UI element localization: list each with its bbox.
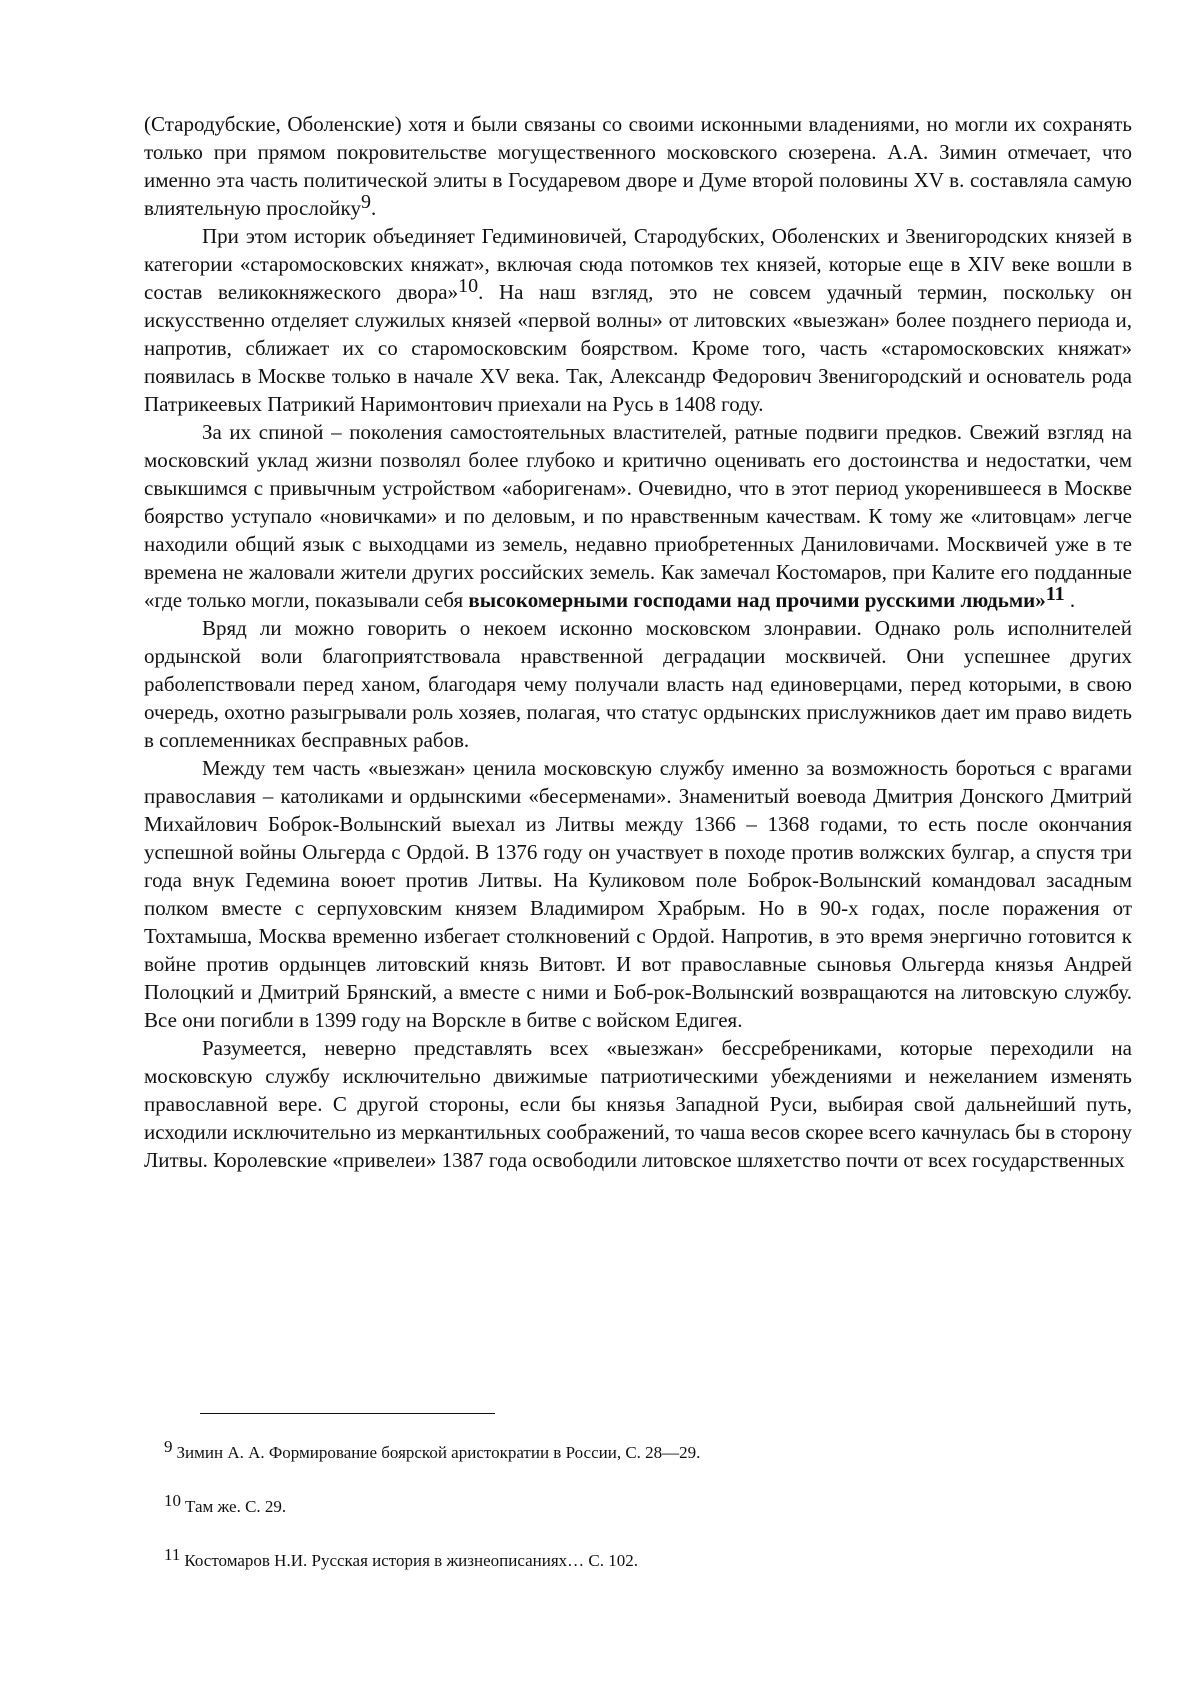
footnote-ref-11[interactable]: 11 [1045, 583, 1065, 605]
paragraph-4: Вряд ли можно говорить о некоем исконно московском злонравии. Однако роль исполнителей ордынской воли благоприятствовала нравственной деградации москвичей. Они успешнее других раболепствовали перед ханом, благодаря чему получали власть над единоверцами, перед которыми, в свою очередь, охотно разыгрывали роль хозяев, полагая, что статус ордынских прислужников дает им право видеть в соплеменниках бесправных рабов. [144, 616, 1132, 752]
paragraph-1-text: (Стародубские, Оболенские) хотя и были связаны со своими исконными владениями, но могли их сохранять только при прямом покровительстве могущественного московского сюзерена. А.А. Зимин отмечает, что именно эта часть политической элиты в Государевом дворе и Думе второй половины XV в. составляла самую влиятельную прослойку [144, 112, 1132, 220]
paragraph-5: Между тем часть «выезжан» ценила московскую службу именно за возможность бороться с врагами православия – католиками и ордынскими «бесерменами». Знаменитый воевода Дмитрия Донского Дмитрий Михайлович Боброк-Волынский выехал из Литвы между 1366 – 1368 годами, то есть после окончания успешной войны Ольгерда с Ордой. В 1376 году он участвует в походе против волжских булгар, а спустя три года внук Гедемина воюет против Литвы. На Куликовом поле Боброк-Волынский командовал засадным полком вместе с серпуховским князем Владимиром Храбрым. Но в 90-х годах, после поражения от Тохтамыша, Москва временно избегает столкновений с Ордой. Напротив, в это время энергично готовится к войне против ордынцев литовский князь Витовт. И вот православные сыновья Ольгерда князья Андрей Полоцкий и Дмитрий Брянский, а вместе с ними и Боб-рок-Волынский возвращаются на литовскую службу. Все они погибли в 1399 году на Ворскле в битве с войском Едигея. [144, 756, 1132, 1032]
footnote-10 [164, 1490, 286, 1518]
footnote-ref-10[interactable]: 10 [458, 275, 479, 297]
footnote-text: Там же. С. 29. [185, 1497, 287, 1516]
paragraph-3-text: За их спиной – поколения самостоятельных властителей, ратные подвиги предков. Свежий взгляд на московский уклад жизни позволял более глубоко и критично оценивать его достоинства и недостатки, чем свыкшимся с привычным устройством «аборигенам». Очевидно, что в этот период укоренившееся в Москве боярство уступало «новичками» и по деловым, и по нравственным качествам. К тому же «литовцам» легче находили общий язык с выходцами из земель, недавно приобретенных Даниловичами. Москвичей уже в те времена не жаловали жители других российских земель. Как замечал Костомаров, при Калите его подданные «где только могли, показывали себя [144, 420, 1132, 612]
footnote-number: 11 [164, 1545, 181, 1564]
footnote-11 [164, 1544, 638, 1572]
paragraph-3-bold-quote: высокомерными господами над прочими русскими людьми» [468, 588, 1046, 612]
paragraph-2-text-b: . На наш взгляд, это не совсем удачный термин, поскольку он искусственно отделяет служилых князей «первой волны» от литовских «выезжан» более позднего периода и, напротив, сближает их со старомосковским боярством. Кроме того, часть «старомосковских княжат» появилась в Москве только в начале XV века. Так, Александр Федорович Звенигородский и основатель рода Патрикеевых Патрикий Наримонтович приехали на Русь в 1408 году. [144, 280, 1132, 416]
paragraph-3 [144, 418, 1132, 614]
footnote-text: Зимин А. А. Формирование боярской аристократии в России, С. 28—29. [176, 1443, 701, 1462]
paragraph-1-end: . [370, 196, 377, 220]
footnote-separator [200, 1413, 495, 1414]
footnote-number: 10 [164, 1491, 181, 1510]
paragraph-2-text-a: При этом историк объединяет Гедиминовичей, Стародубских, Оболенских и Звенигородских князей в категории «старомосковских княжат», включая сюда потомков тех князей, которые еще в XIV веке вошли в состав великокняжеского двора» [144, 224, 1132, 304]
footnote-text: Костомаров Н.И. Русская история в жизнеописаниях… С. 102. [184, 1551, 638, 1570]
paragraph-6: Разумеется, неверно представлять всех «выезжан» бессребрениками, которые переходили на московскую службу исключительно движимые патриотическими убеждениями и нежеланием изменять православной вере. С другой стороны, если бы князья Западной Руси, выбирая свой дальнейший путь, исходили исключительно из меркантильных соображений, то чаша весов скорее всего качнулась бы в сторону Литвы. Королевские «привелеи» 1387 года освободили литовское шляхетство почти от всех государственных [144, 1036, 1132, 1172]
body-text [144, 110, 1132, 1174]
paragraph-3-end: . [1064, 588, 1076, 612]
footnote-ref-9[interactable]: 9 [360, 191, 371, 213]
footnote-number: 9 [164, 1437, 173, 1456]
paragraph-2 [144, 222, 1132, 418]
footnote-9 [164, 1436, 700, 1464]
paragraph-1 [144, 110, 1132, 222]
